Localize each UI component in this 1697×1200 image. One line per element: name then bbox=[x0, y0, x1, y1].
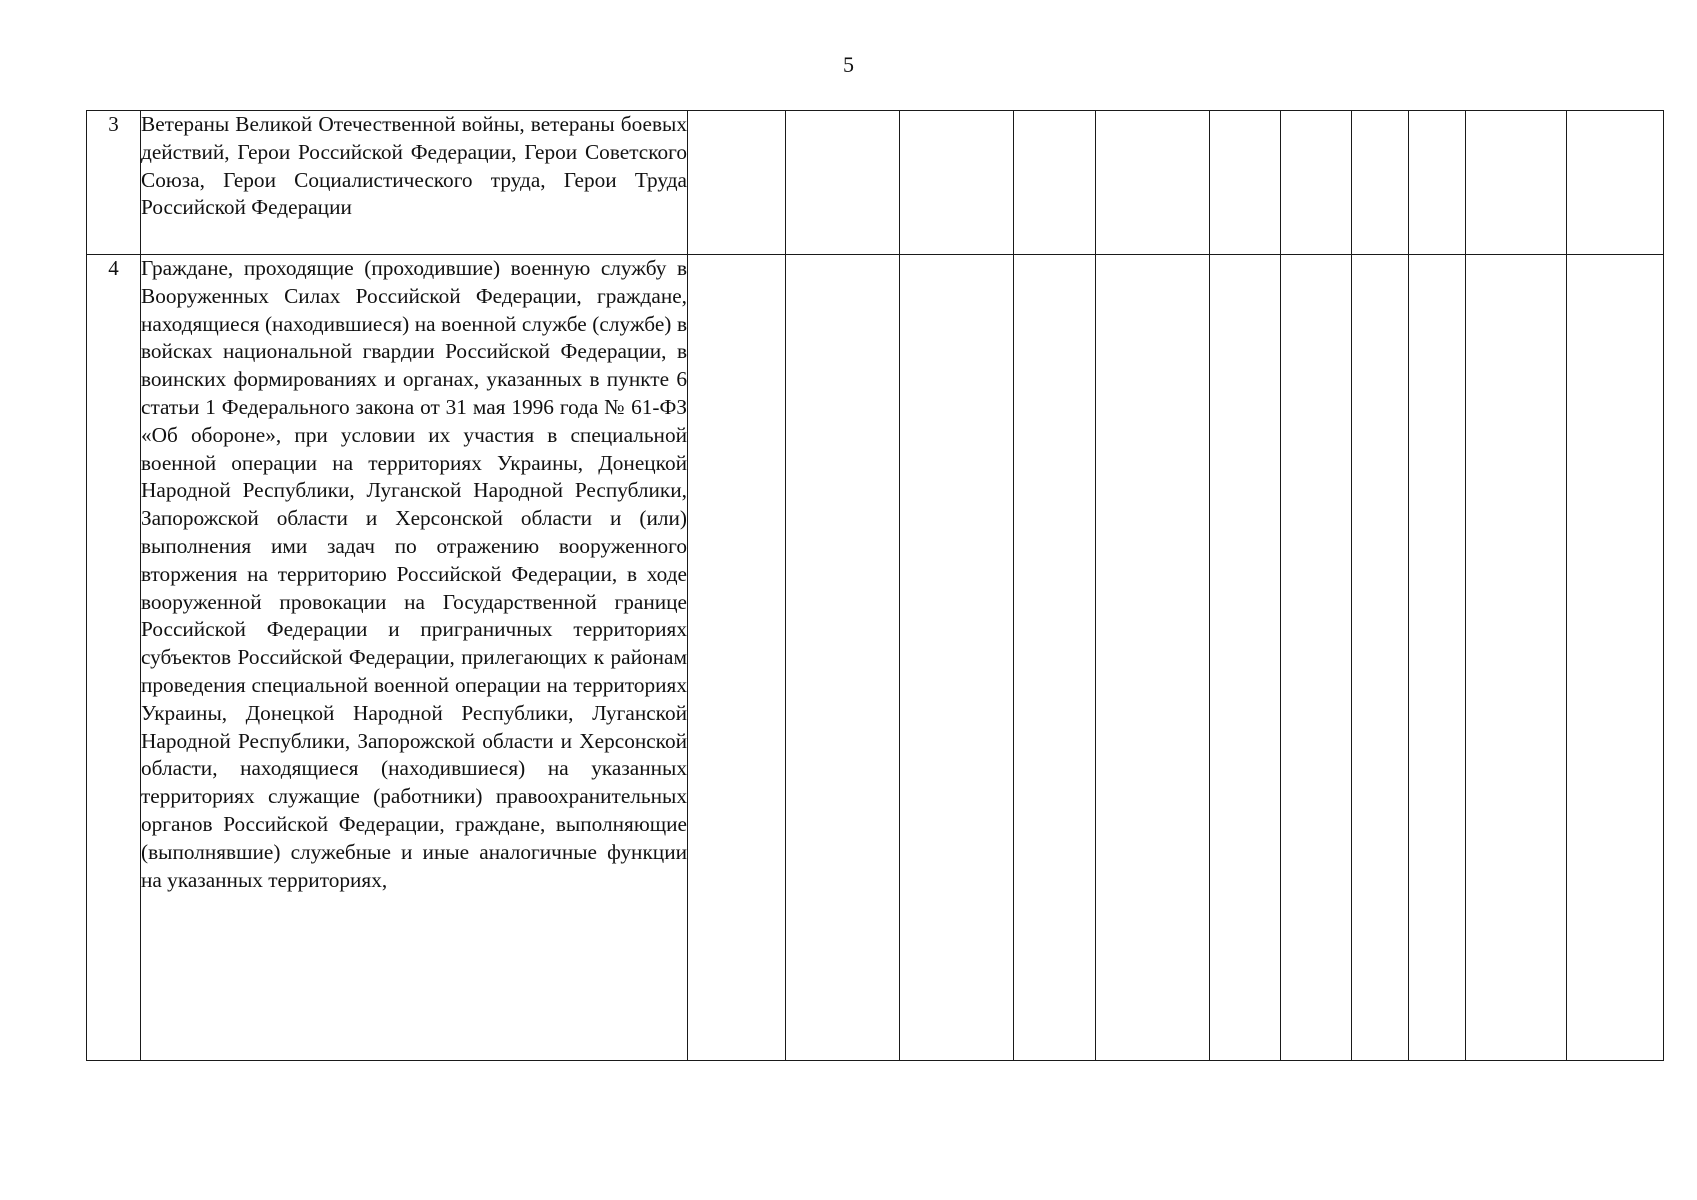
row-number: 3 bbox=[87, 111, 141, 255]
empty-cell bbox=[688, 255, 786, 1061]
empty-cell bbox=[1014, 255, 1096, 1061]
empty-cell bbox=[900, 255, 1014, 1061]
row-number: 4 bbox=[87, 255, 141, 1061]
document-table bbox=[86, 110, 1664, 1061]
empty-cell bbox=[1409, 255, 1466, 1061]
empty-cell bbox=[786, 111, 900, 255]
empty-cell bbox=[900, 111, 1014, 255]
empty-cell bbox=[1014, 111, 1096, 255]
empty-cell bbox=[1409, 111, 1466, 255]
empty-cell bbox=[1567, 111, 1664, 255]
row-category-text: Граждане, проходящие (проходившие) военную службу в Вооруженных Силах Российской Федерации, граждане, находящиеся (находившиеся) на военной службе (службе) в войсках национальной гвардии Российской Федерации, в воинских формированиях и органах, указанных в пункте 6 статьи 1 Федерального закона от 31 мая 1996 года № 61-ФЗ «Об обороне», при условии их участия в специальной военной операции на территориях Украины, Донецкой Народной Республики, Луганской Народной Республики, Запорожской области и Херсонской области и (или) выполнения ими задач по отражению вооруженного вторжения на территорию Российской Федерации, в ходе вооруженной провокации на Государственной границе Российской Федерации и приграничных территориях субъектов Российской Федерации, прилегающих к районам проведения специальной военной операции на территориях Украины, Донецкой Народной Республики, Луганской Народной Республики, Запорожской области и Херсонской области, находящиеся (находившиеся) на указанных территориях служащие (работники) правоохранительных органов Российской Федерации, граждане, выполняющие (выполнявшие) служебные и иные аналогичные функции на указанных территориях, bbox=[141, 255, 688, 1061]
empty-cell bbox=[1466, 255, 1567, 1061]
empty-cell bbox=[1352, 111, 1409, 255]
empty-cell bbox=[1567, 255, 1664, 1061]
empty-cell bbox=[1352, 255, 1409, 1061]
empty-cell bbox=[786, 255, 900, 1061]
empty-cell bbox=[1096, 111, 1210, 255]
row-category-text: Ветераны Великой Отечественной войны, ветераны боевых действий, Герои Российской Федерации, Герои Советского Союза, Герои Социалистического труда, Герои Труда Российской Федерации bbox=[141, 111, 688, 255]
empty-cell bbox=[1281, 111, 1352, 255]
empty-cell bbox=[1466, 111, 1567, 255]
empty-cell bbox=[1210, 255, 1281, 1061]
table-row bbox=[87, 111, 1664, 255]
empty-cell bbox=[1096, 255, 1210, 1061]
empty-cell bbox=[688, 111, 786, 255]
page-number: 5 bbox=[843, 52, 854, 77]
empty-cell bbox=[1210, 111, 1281, 255]
table-row bbox=[87, 255, 1664, 1061]
empty-cell bbox=[1281, 255, 1352, 1061]
